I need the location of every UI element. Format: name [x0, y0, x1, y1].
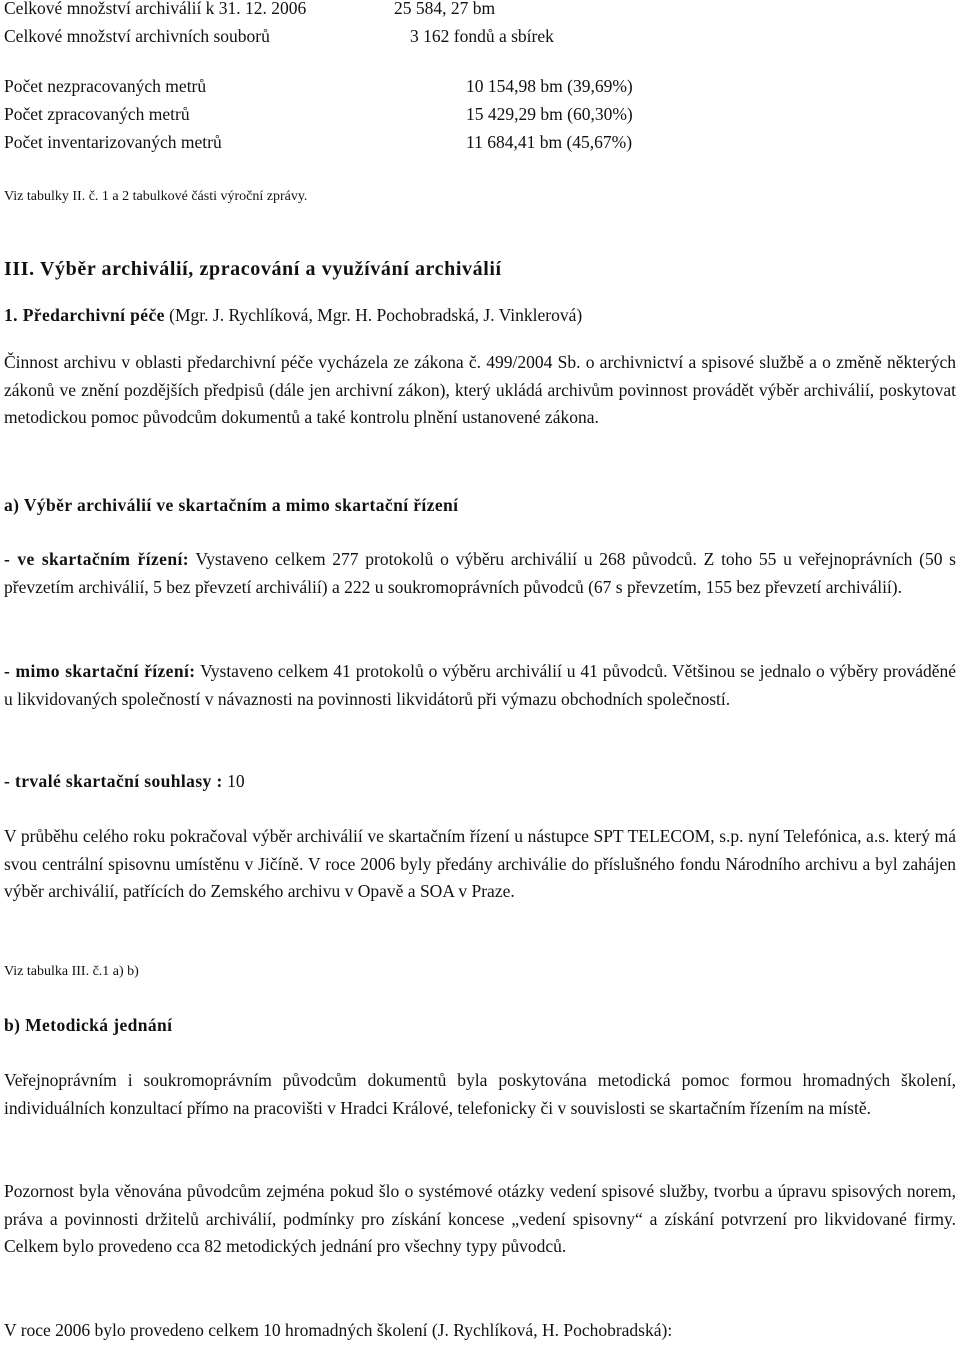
- note-table3: Viz tabulka III. č.1 a) b): [4, 964, 139, 979]
- paragraph-text: Vystaveno celkem 277 protokolů o výběru archiválií u 268 původců. Z toho 55 u veřejnoprávních (50 s převzetím archiválií, 5 bez převzetí archiválií) a 222 u soukromoprávních původců (67 s převzetím, 155 bez převzetí archiválií).: [4, 549, 956, 597]
- paragraph-mimo-skartacni: [4, 658, 956, 713]
- paragraph-skartacni-rizeni: [4, 546, 956, 601]
- paragraph-text: Vystaveno celkem 41 protokolů o výběru archiválií u 41 původců. Většinou se jednalo o výběry prováděné u likvidovaných společností v návaznosti na povinnosti likvidátorů při výmazu obchodních společností.: [4, 661, 957, 709]
- section-heading: III. Výběr archiválií, zpracování a využívání archiválií: [4, 258, 502, 280]
- paragraph-last: V roce 2006 bylo provedeno celkem 10 hromadných školení (J. Rychlíková, H. Pochobradská):: [4, 1320, 673, 1340]
- paragraph-telecom: V průběhu celého roku pokračoval výběr archiválií ve skartačním řízení u nástupce SPT TELECOM, s.p. nyní Telefónica, a.s. který má svou centrální spisovnu umístěnu v Jičíně. V roce 2006 byly předány archiválie do příslušného fondu Národního archivu a byl zahájen výběr archiválií, patřících do Zemského archivu v Opavě a SOA v Praze.: [4, 826, 956, 901]
- stat-label: Celkové množství archiválií k 31. 12. 2006: [4, 0, 307, 18]
- stat-label: Celkové množství archivních souborů: [4, 26, 270, 46]
- stat-value: 3 162 fondů a sbírek: [410, 26, 554, 46]
- paragraph-text: 10: [222, 771, 245, 791]
- stat-value: 15 429,29 bm (60,30%): [466, 104, 633, 124]
- subsection-1-authors: (Mgr. J. Rychlíková, Mgr. H. Pochobradská, J. Vinklerová): [164, 305, 583, 325]
- paragraph-pozornost: Pozornost byla věnována původcům zejména pokud šlo o systémové otázky vedení spisové služby, tvorbu a úpravu spisových norem, práva a povinnosti držitelů archiválií, podmínky pro získání koncese „vedení spisovny“ a získání potvrzení pro likvidované firmy. Celkem bylo provedeno cca 82 metodických jednání pro všechny typy původců.: [4, 1181, 956, 1256]
- paragraph-label: - trvalé skartační souhlasy :: [4, 771, 223, 791]
- stat-label: Počet zpracovaných metrů: [4, 104, 190, 124]
- heading-b: b) Metodická jednání: [4, 1015, 173, 1035]
- stat-label: Počet inventarizovaných metrů: [4, 132, 222, 152]
- heading-a: a) Výběr archiválií ve skartačním a mimo skartační řízení: [4, 495, 459, 515]
- note-tables: Viz tabulky II. č. 1 a 2 tabulkové části výroční zprávy.: [4, 189, 308, 204]
- stat-value: 10 154,98 bm (39,69%): [466, 76, 633, 96]
- stat-value: 25 584, 27 bm: [394, 0, 496, 18]
- paragraph-trvale-souhlasy: [4, 768, 956, 796]
- paragraph-label: - ve skartačním řízení:: [4, 549, 189, 569]
- stat-label: Počet nezpracovaných metrů: [4, 76, 207, 96]
- subsection-1-title: 1. Předarchivní péče: [4, 305, 165, 325]
- subsection-1-heading: [4, 304, 582, 326]
- paragraph-metodika: Veřejnoprávním i soukromoprávním původcům dokumentů byla poskytována metodická pomoc formou hromadných školení, individuálních konzultací přímo na pracovišti v Hradci Králové, telefonicky či v souvislosti se skartačním řízením na místě.: [4, 1070, 956, 1118]
- stat-value: 11 684,41 bm (45,67%): [466, 132, 633, 152]
- paragraph-intro: Činnost archivu v oblasti předarchivní péče vycházela ze zákona č. 499/2004 Sb. o archivnictví a spisové službě a o změně některých zákonů ve znění pozdějších předpisů (dále jen archivní zákon), který ukládá archivům povinnost provádět výběr archiválií, poskytovat metodickou pomoc původcům dokumentů a také kontrolu plnění ustanovené zákona.: [4, 352, 956, 427]
- paragraph-label: - mimo skartační řízení:: [4, 661, 196, 681]
